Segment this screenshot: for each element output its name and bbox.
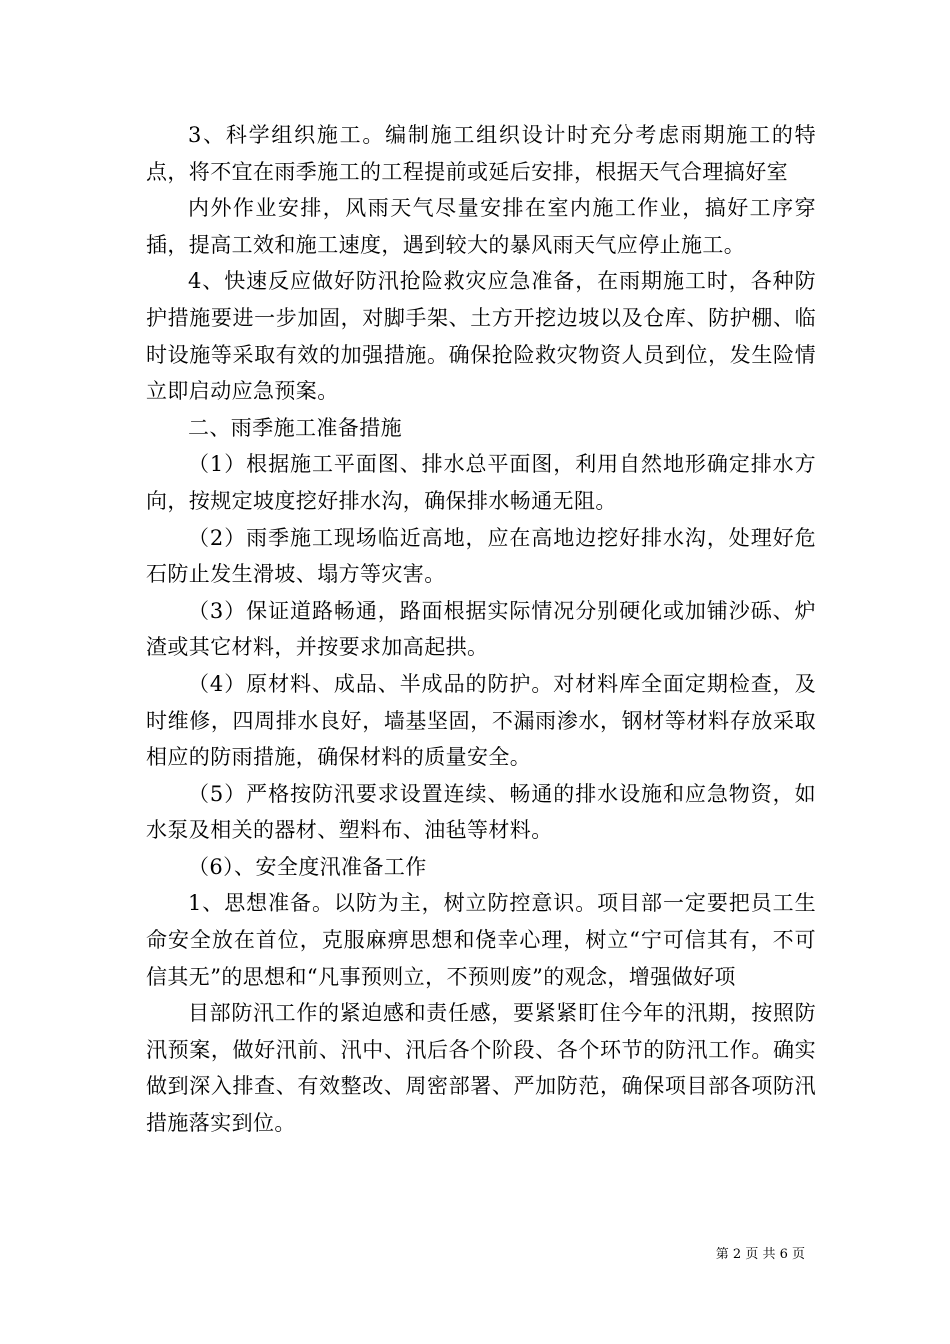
page-number: 第 2 页 共 6 页 [715,1247,805,1262]
section-heading: 二、雨季施工准备措施 [188,415,402,440]
paragraph-item-4: （4）原材料、成品、半成品的防护。对材料库全面定期检查，及时维修，四周排水良好，墙基坚固，不漏雨渗水，钢材等材料存放采取相应的防雨措施，确保材料的质量安全。 [146,671,816,770]
paragraph-5: 目部防汛工作的紧迫感和责任感，要紧紧盯住今年的汛期，按照防汛预案，做好汛前、汛中、汛后各个阶段、各个环节的防汛工作。确实做到深入排查、有效整改、周密部署、严加防范，确保项目部各项防汛措施落实到位。 [146,1001,816,1136]
paragraph-4: 1、思想准备。以防为主，树立防控意识。项目部一定要把员工生命安全放在首位，克服麻痹思想和侥幸心理，树立“宁可信其有，不可信其无”的思想和“凡事预则立，不预则废”的观念，增强做好项 [146,891,816,989]
paragraph-item-1: （1）根据施工平面图、排水总平面图，利用自然地形确定排水方向，按规定坡度挖好排水沟，确保排水畅通无阻。 [146,452,816,513]
paragraph-item-6: （6）、安全度汛准备工作 [188,854,427,879]
paragraph-1: 3、科学组织施工。编制施工组织设计时充分考虑雨期施工的特点，将不宜在雨季施工的工程提前或延后安排，根据天气合理搞好室 [146,123,816,184]
paragraph-item-5: （5）严格按防汛要求设置连续、畅通的排水设施和应急物资，如水泵及相关的器材、塑料布、油毡等材料。 [146,781,816,843]
paragraph-item-3: （3）保证道路畅通，路面根据实际情况分别硬化或加铺沙砾、炉渣或其它材料，并按要求加高起拱。 [146,598,816,660]
paragraph-2: 内外作业安排，风雨天气尽量安排在室内施工作业，搞好工序穿插，提高工效和施工速度，遇到较大的暴风雨天气应停止施工。 [146,196,816,257]
paragraph-3: 4、快速反应做好防汛抢险救灾应急准备，在雨期施工时，各种防护措施要进一步加固，对脚手架、土方开挖边坡以及仓库、防护棚、临时设施等采取有效的加强措施。确保抢险救灾物资人员到位，发生险情立即启动应急预案。 [146,269,816,404]
document-body [146,117,816,1142]
paragraph-item-2: （2）雨季施工现场临近高地，应在高地边挖好排水沟，处理好危石防止发生滑坡、塌方等灾害。 [146,525,816,587]
